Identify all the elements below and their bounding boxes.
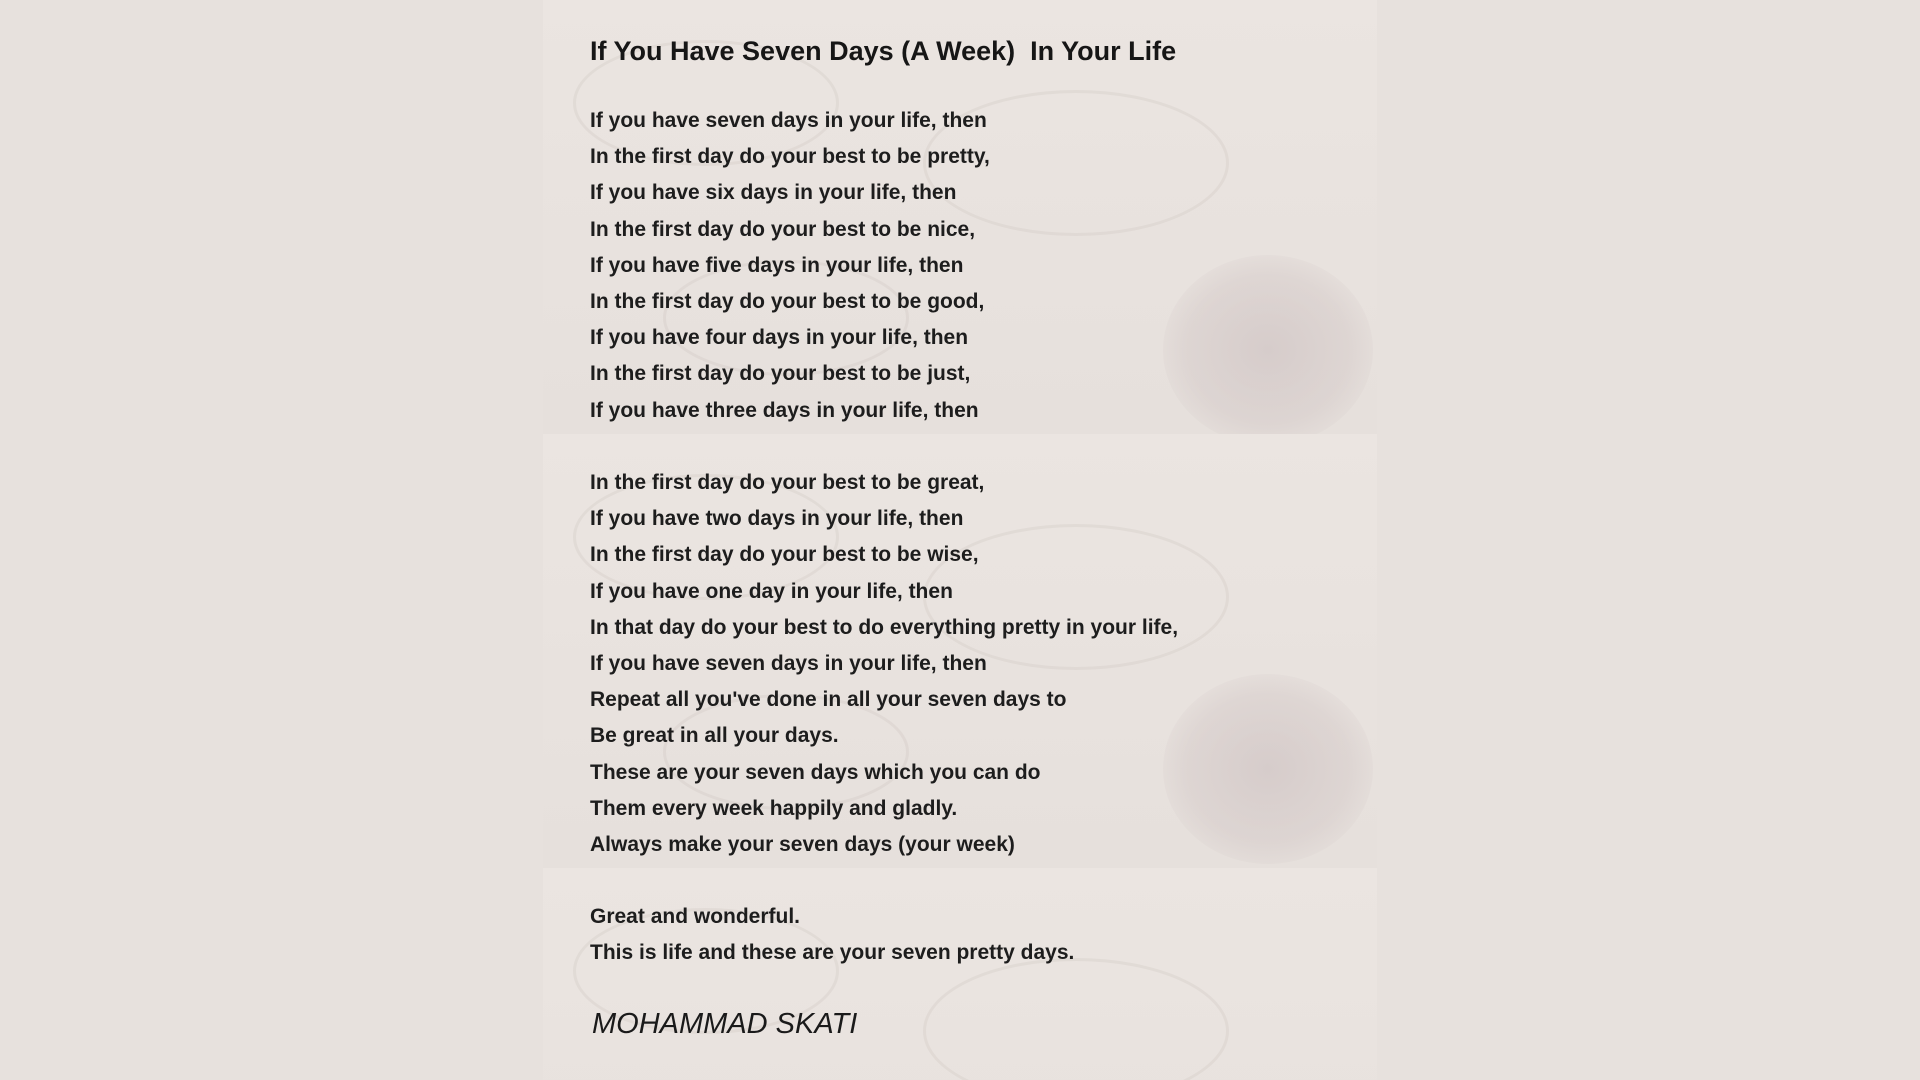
poem-stanza-3: [590, 899, 1074, 971]
background-blot: [1163, 255, 1373, 445]
poem-line: If you have two days in your life, then: [590, 507, 964, 531]
poem-line: In the first day do your best to be good,: [590, 289, 985, 313]
poem-title: If You Have Seven Days (A Week) In Your Life: [590, 36, 1177, 66]
poem-line: In the first day do your best to be wise,: [590, 543, 979, 567]
poem-line: If you have three days in your life, then: [590, 398, 979, 422]
poem-line: These are your seven days which you can do: [590, 760, 1041, 784]
poem-line: Great and wonderful.: [590, 905, 801, 928]
poem-line: If you have five days in your life, then: [590, 253, 964, 277]
poem-line: In the first day do your best to be nice,: [590, 217, 976, 241]
poem-line: If you have seven days in your life, then: [590, 109, 987, 132]
poem-line: Repeat all you've done in all your seven days to: [590, 688, 1067, 712]
poem-stanza-1: [590, 103, 990, 429]
poem-line: Them every week happily and gladly.: [590, 796, 958, 820]
poem-stanza-2: [590, 465, 1178, 863]
poem-line: If you have seven days in your life, then: [590, 651, 987, 675]
poem-line: In the first day do your best to be just,: [590, 362, 971, 386]
poem-line: Be great in all your days.: [590, 724, 839, 748]
background-blot: [1163, 674, 1373, 864]
poem-line: In the first day do your best to be pretty,: [590, 145, 990, 169]
poem-line: If you have six days in your life, then: [590, 181, 957, 205]
poem-line: If you have four days in your life, then: [590, 326, 969, 350]
poem-line: In that day do your best to do everything pretty in your life,: [590, 615, 1179, 639]
poem-line: In the first day do your best to be great,: [590, 471, 985, 494]
background-swirl: [923, 958, 1229, 1080]
poem-line: Always make your seven days (your week): [590, 832, 1015, 856]
poem-author: MOHAMMAD SKATI: [592, 1008, 858, 1040]
poem-line: If you have one day in your life, then: [590, 579, 953, 603]
poem-line: This is life and these are your seven pretty days.: [590, 941, 1075, 965]
